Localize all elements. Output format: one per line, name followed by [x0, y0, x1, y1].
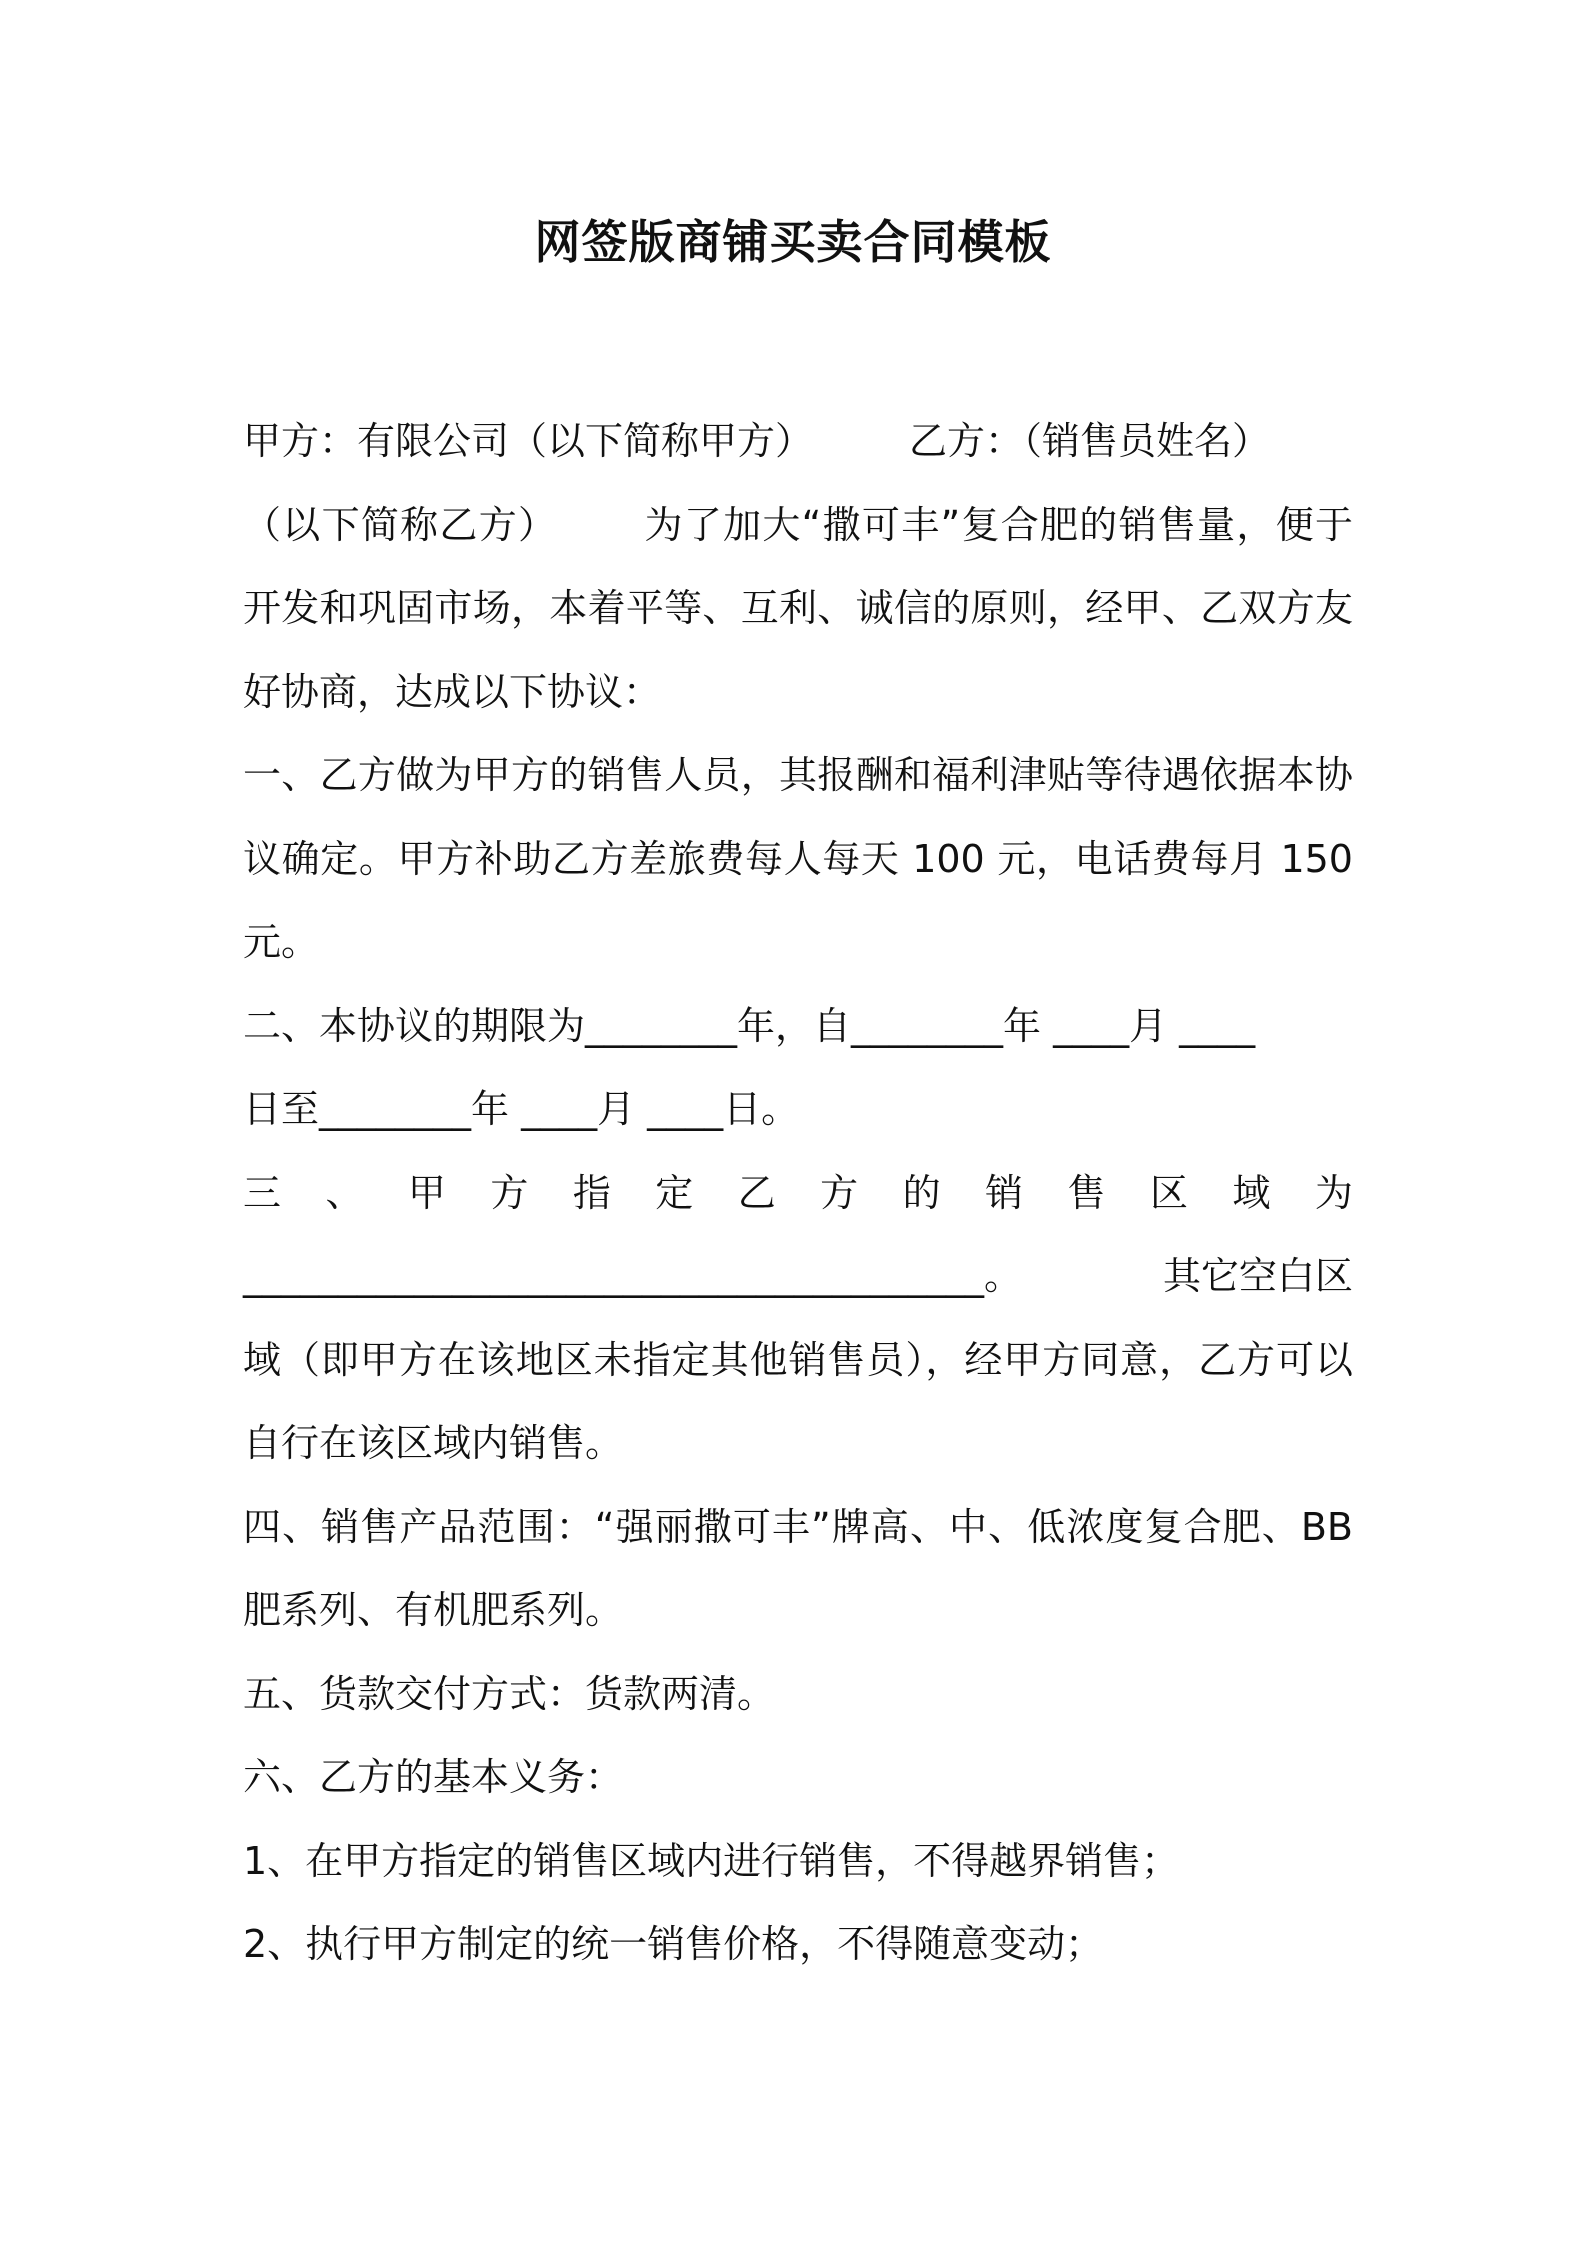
preamble-paragraph [243, 484, 1353, 735]
clause-3-char: 方 [820, 1170, 859, 1215]
clause-3-char: 售 [1067, 1170, 1106, 1215]
clause-3-line-2-tail: 其它空白区 [1162, 1254, 1353, 1298]
party-b: 乙方：（销售员姓名） [909, 419, 1271, 463]
clause-3-char: 区 [1149, 1170, 1188, 1215]
clause-3-line-1 [243, 1152, 1353, 1236]
party-b-short: （以下简称乙方） [243, 502, 558, 547]
clause-5: 五、货款交付方式：货款两清。 [243, 1671, 776, 1716]
clause-3-char: 甲 [407, 1170, 446, 1215]
clause-2-line-2: 日至________年 ____月 ____日。 [243, 1087, 800, 1131]
clause-3-blank: _______________________________________。 [243, 1254, 1023, 1298]
clause-3-char: 三 [243, 1170, 282, 1215]
document-body [243, 400, 1353, 1987]
clause-3-char: 为 [1314, 1170, 1353, 1215]
clause-6: 六、乙方的基本义务： [243, 1755, 624, 1799]
clause-3-char: 定 [655, 1170, 694, 1215]
party-a: 甲方：有限公司（以下简称甲方） [243, 419, 814, 463]
clause-3-line-2 [243, 1235, 1353, 1319]
clause-2-line-1: 二、本协议的期限为________年，自________年 ____月 ____ [243, 1003, 1256, 1048]
parties-line [243, 400, 1353, 484]
document-title: 网签版商铺买卖合同模板 [534, 215, 1052, 269]
clause-3-char: 、 [325, 1170, 364, 1215]
clause-3-char: 销 [985, 1170, 1024, 1215]
clause-6-item-2: 2、执行甲方制定的统一销售价格，不得随意变动； [243, 1922, 1104, 1966]
clause-3-char: 的 [902, 1170, 941, 1215]
clause-3-char: 方 [490, 1170, 529, 1215]
clause-1: 一、乙方做为甲方的销售人员，其报酬和福利津贴等待遇依据本协议确定。甲方补助乙方差旅费每人每天 100 元，电话费每月 150 元。 [243, 753, 1353, 964]
preamble-text: 为了加大“撒可丰”复合肥的销售量，便于开发和巩固市场，本着平等、互利、诚信的原则，经甲、乙双方友好协商，达成以下协议： [243, 502, 1353, 714]
clause-3-char: 乙 [737, 1170, 776, 1215]
clause-4: 四、销售产品范围：“强丽撒可丰”牌高、中、低浓度复合肥、BB 肥系列、有机肥系列。 [243, 1504, 1353, 1632]
clause-3-char: 域 [1232, 1170, 1271, 1215]
clause-3-char: 指 [572, 1170, 611, 1215]
clause-6-item-1: 1、在甲方指定的销售区域内进行销售，不得越界销售； [243, 1838, 1180, 1883]
clause-3-rest: 域（即甲方在该地区未指定其他销售员），经甲方同意，乙方可以自行在该区域内销售。 [243, 1337, 1353, 1465]
